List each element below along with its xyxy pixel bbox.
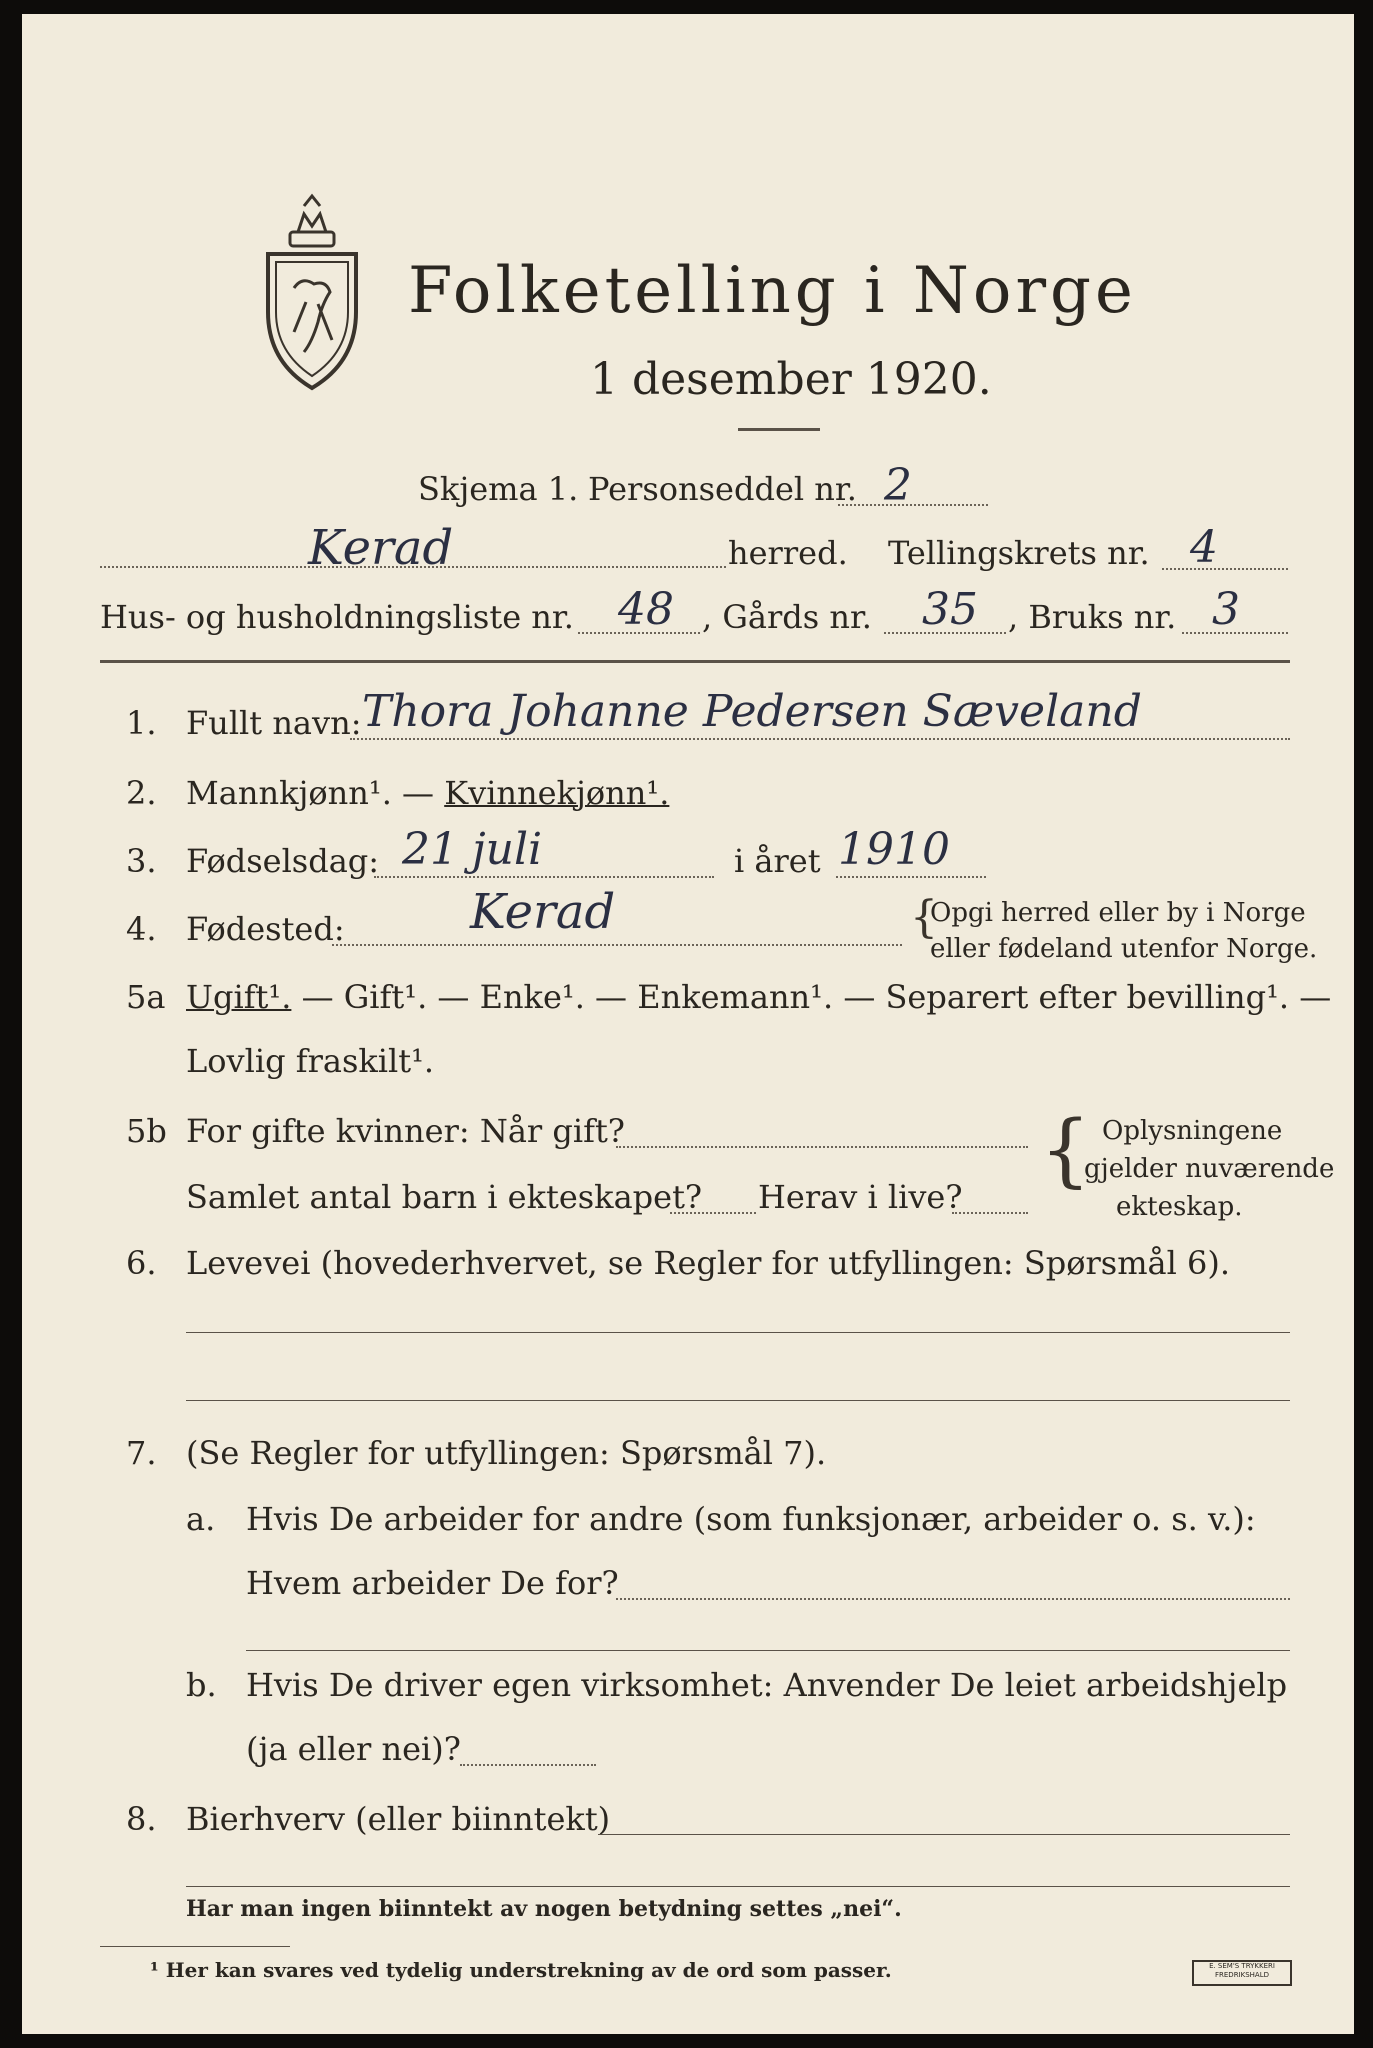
q3-birthday[interactable]: 21 juli [402,824,543,875]
personseddel-dotline [838,504,988,506]
q4-brace: { [910,892,938,943]
census-form-page [22,14,1354,2034]
herred-label: herred. [728,534,848,572]
form-title: Folketelling i Norge [408,254,1137,328]
q3-year-dotline [836,876,986,878]
herred-value[interactable]: Kerad [308,520,454,576]
q5b-note2: gjelder nuværende [1084,1154,1335,1184]
q6-label: Levevei (hovederhvervet, se Regler for utfyllingen: Spørsmål 6). [186,1244,1231,1282]
q8-answer-line2[interactable] [186,1886,1290,1887]
q5b-line1: For gifte kvinner: Når gift? [186,1112,625,1150]
bruks-value[interactable]: 3 [1212,584,1240,635]
personseddel-label: Personseddel nr. [588,470,857,508]
q3-year[interactable]: 1910 [838,824,950,875]
q2-number: 2. [126,774,157,812]
q5b-alive-label: Herav i live? [758,1178,963,1216]
q3-label: Fødselsdag: [186,842,380,880]
q5a-line2[interactable]: Lovlig fraskilt¹. [186,1042,435,1080]
q5b-alive-dotline [952,1212,1028,1214]
bruks-label: , Bruks nr. [1008,598,1177,636]
q6-answer-line1[interactable] [186,1332,1290,1333]
husliste-label: Hus- og husholdningsliste nr. [100,598,574,636]
q4-number: 4. [126,910,157,948]
q5b-children-dotline [670,1212,756,1214]
printer-stamp: E. SEM'S TRYKKERI FREDRIKSHALD [1192,1960,1292,1986]
personseddel-value[interactable]: 2 [884,460,912,511]
q6-number: 6. [126,1244,157,1282]
tellingskrets-label: Tellingskrets nr. [888,534,1150,572]
q7b-line1: Hvis De driver egen virksomhet: Anvender De leiet arbeidshjelp [246,1666,1288,1704]
q5b-children-label: Samlet antal barn i ekteskapet? [186,1178,703,1216]
q5b-married-dotline [616,1146,1028,1148]
q3-dotline [374,876,714,878]
q5b-brace: { [1040,1103,1091,1196]
q7a-dotline[interactable] [616,1598,1290,1600]
q2-line [186,774,669,812]
q8-number: 8. [126,1800,157,1838]
footnote: ¹ Her kan svares ved tydelig understrekning av de ord som passer. [150,1958,892,1982]
q8-note: Har man ingen biinntekt av nogen betydning settes „nei“. [186,1896,902,1922]
q3-year-label: i året [734,842,821,880]
q8-label: Bierhverv (eller biinntekt) [186,1800,611,1838]
q3-number: 3. [126,842,157,880]
q5b-note1: Oplysningene [1102,1116,1283,1146]
gards-label: , Gårds nr. [702,598,872,636]
q4-note-line2: eller fødeland utenfor Norge. [930,934,1318,964]
q4-dotline [332,944,902,946]
q5b-note3: ekteskap. [1116,1192,1243,1222]
tellingskrets-value[interactable]: 4 [1190,522,1218,573]
q1-label: Fullt navn: [186,704,362,742]
q5a-ugift[interactable]: Ugift¹. [186,978,292,1016]
q1-dotline [350,738,1290,740]
husliste-value[interactable]: 48 [618,584,674,635]
q7b-dotline[interactable] [460,1764,596,1766]
q7b-letter: b. [186,1666,217,1704]
q4-label: Fødested: [186,910,345,948]
q7b-line2: (ja eller nei)? [246,1730,461,1768]
q8-answer-line1[interactable] [598,1834,1290,1835]
q4-birthplace[interactable]: Kerad [470,884,616,940]
tellingskrets-dotline [1162,568,1288,570]
header-divider [100,660,1290,663]
skjema-label: Skjema 1. [418,470,579,508]
q5a-line1 [186,978,1331,1016]
q2-mann[interactable]: Mannkjønn¹. [186,774,392,812]
footnote-rule [100,1946,290,1947]
q7a-letter: a. [186,1500,216,1538]
q5a-other-options[interactable]: — Gift¹. — Enke¹. — Enkemann¹. — Separert efter bevilling¹. — [291,978,1332,1016]
q2-kvinne[interactable]: Kvinnekjønn¹. [444,774,670,812]
q6-answer-line2[interactable] [186,1400,1290,1401]
form-date: 1 desember 1920. [590,354,992,405]
gards-value[interactable]: 35 [922,584,978,635]
q5a-number: 5a [126,978,166,1016]
q1-number: 1. [126,704,157,742]
q7a-answer-line[interactable] [246,1650,1290,1651]
q5b-number: 5b [126,1112,167,1150]
q4-note-line1: Opgi herred eller by i Norge [930,898,1306,928]
title-divider [738,428,820,431]
q7-label: (Se Regler for utfyllingen: Spørsmål 7). [186,1434,827,1472]
q7a-line1: Hvis De arbeider for andre (som funksjonær, arbeider o. s. v.): [246,1500,1256,1538]
q2-separator: — [391,774,445,812]
q7a-line2: Hvem arbeider De for? [246,1564,619,1602]
norway-coat-of-arms-icon [260,192,364,392]
q1-full-name[interactable]: Thora Johanne Pedersen Sæveland [362,686,1142,737]
q7-number: 7. [126,1434,157,1472]
